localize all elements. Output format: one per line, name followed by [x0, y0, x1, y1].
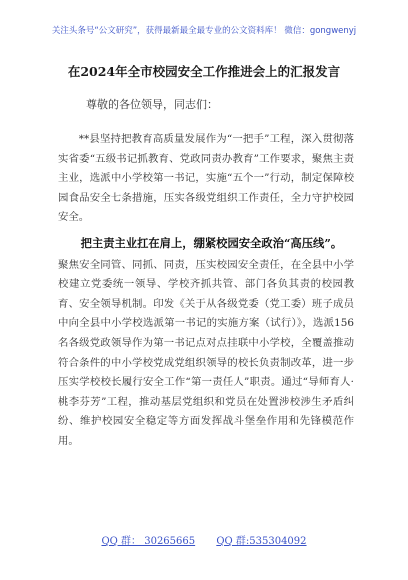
intro-paragraph: **县坚持把教育高质量发展作为“一把手”工程，深入贯彻落实省委“五级书记抓教育、党政同责办教育”工作要求，聚焦主责主业，选派中小学校第一书记，实施“五个一”行动，制定保障校园食品安全七条措施，压实各级党组织工作责任，全力守护校园安全。 [58, 133, 354, 224]
salutation: 尊敬的各位领导，同志们： [86, 98, 218, 111]
qq-group-2: QQ 群:535304092 [216, 536, 307, 547]
footer-qq-groups [0, 532, 408, 547]
section-paragraph: 聚焦安全同管、同抓、同责，压实校园安全责任，在全县中小学校建立党委统一领导、学校齐抓共管、部门各负其责的校园教育、安全领导机制。印发《关于从各级党委（党工委）班子成员中向全县中小学校选派第一书记的实施方案（试行）》，选派156名各级党政领导作为第一书记点对点挂联中小学校，全覆盖推动符合条件的中小学校党成党组织领导的校长负责制改革，进一步压实学校校长履行安全工作“第一责任人”职责。通过“导师育人·桃李芬芳”工程，推动基层党组织和党员在处置涉校涉生矛盾纠纷、维护校园安全稳定等方面发挥战斗堡垒作用和先锋模范作用。 [58, 258, 354, 447]
section-heading: 把主责主业扛在肩上，绷紧校园安全政治“高压线”。 [80, 235, 343, 250]
qq-group-1: QQ 群： 30265665 [101, 536, 196, 547]
document-title: 在2024年全市校园安全工作推进会上的汇报发言 [67, 64, 341, 79]
document-body [58, 130, 354, 452]
header-promo-note: 关注头条号“公文研究”，获得最新最全最专业的公文资料库！ 微信：gongwenyj [51, 26, 357, 36]
